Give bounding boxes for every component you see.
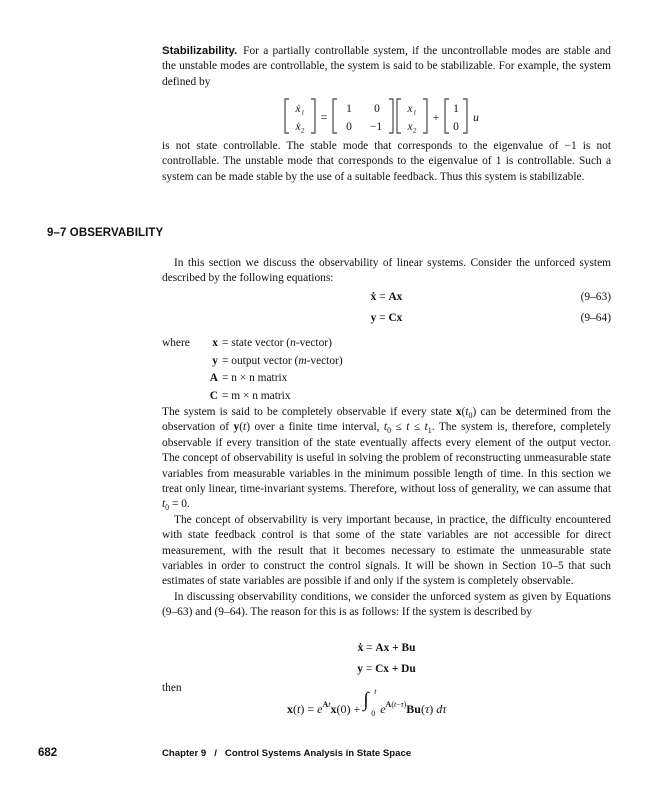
def-tail: -vector) — [306, 354, 343, 367]
def-desc: n × n matrix — [231, 372, 288, 384]
x1: x₁ — [407, 103, 417, 115]
def-symbol: A — [209, 372, 218, 384]
intro-text: In this section we discuss the observability of linear systems. Consider the unforced system described by the following equations: — [162, 257, 611, 285]
state-solution-equation: $x(t) = e^{At}x(0)$ + ∫ t 0 $e^{A(t-\tau)}Bu(\tau)$ dτ — [287, 687, 447, 718]
eq2-lhs: y — [370, 312, 377, 324]
b1: 1 — [453, 103, 459, 115]
def-op: = — [222, 354, 232, 367]
equation-state-with-input — [162, 642, 611, 658]
def-desc: output vector ( — [231, 354, 299, 367]
equation-9-64 — [162, 312, 611, 328]
eq4-lhs: y — [357, 663, 363, 675]
equation-9-63 — [162, 291, 611, 307]
eq4-rhs: Cx + Du — [375, 663, 416, 675]
stabilizability-paragraph — [162, 44, 611, 90]
running-footer: Chapter 9 / Control Systems Analysis in State Space — [162, 748, 412, 759]
eq1-rhs: Ax — [388, 291, 403, 303]
eq2-number: (9–64) — [580, 312, 611, 324]
b2: 0 — [453, 121, 459, 133]
eq2-rhs: Cx — [388, 312, 403, 324]
p1-part-c: over a finite time interval, — [250, 421, 384, 434]
def-var: m — [298, 354, 307, 367]
def-tail: -vector) — [295, 337, 332, 349]
a12: 0 — [374, 103, 380, 115]
eq3-op: = — [363, 642, 376, 654]
equation-output-with-input — [162, 663, 611, 679]
def-op: = — [222, 337, 232, 349]
def-desc: m × n matrix — [231, 389, 291, 402]
page-number: 682 — [38, 747, 58, 759]
section-title: OBSERVABILITY — [69, 227, 164, 239]
input-u: u — [473, 112, 479, 124]
x2: x₂ — [407, 121, 417, 133]
observability-importance-text: The concept of observability is very important because, in practice, the difficulty encountered with state feedback control is that some of the state variables are not accessible for direct measurement, with the result that it becomes necessary to estimate the unmeasurable state variables in order to construct the control signals. It will be shown in Section 10–5 that such estimates of state variables are possible if and only if the system is completely observable. — [162, 513, 611, 588]
equals-sign: = — [320, 112, 328, 124]
a11: 1 — [346, 103, 352, 115]
observability-conditions-text: In discussing observability conditions, we consider the unforced system as given by Equations (9–63) and (9–64). The reason for this is as follows: If the system is described by — [162, 590, 611, 619]
stabilizability-conclusion — [162, 139, 611, 185]
a21: 0 — [346, 121, 352, 133]
def-op: = — [222, 372, 232, 384]
eq1-number: (9–63) — [580, 291, 611, 303]
intro-paragraph — [162, 256, 611, 287]
a22: −1 — [369, 121, 383, 133]
p1-part-a: The system is said to be completely observable if every state — [162, 406, 456, 418]
p1-part-d: . The system is, therefore, completely observable if every transition of the state eventually affects every element of the output vector. The concept of observability is useful in solving the problem of reconstructing unmeasurable state variables from measurable variables in the minimum possible length of time. In this section we treat only linear, time-invariant systems. Therefore, without loss of generality, we can assume that — [162, 421, 611, 496]
where-word: where — [162, 337, 190, 349]
stabilizability-heading: Stabilizability. — [162, 45, 238, 57]
then-word: then — [162, 682, 182, 694]
eq3-rhs: Ax + Bu — [375, 642, 416, 654]
eq4-op: = — [362, 663, 376, 675]
section-heading — [47, 227, 163, 239]
def-symbol: x — [212, 337, 218, 349]
observability-definition-paragraph: The system is said to be completely observable if every state $x(t_0)$ can be determined from the observation of y(t) over a finite time interval, $t_0 \le t \le t_1$. The system is, therefore, completely observable if every transition of the state eventually affects every element of the output vector. The concept of observability is useful in solving the problem of reconstructing unmeasurable state variables from measurable variables in the minimum possible length of time. In this section we treat only linear, time-invariant systems. Therefore, without loss of generality, we can assume that $t_0 = 0$. The concept of observability is very important because, in practice, the difficulty encountered with state feedback control is that some of the state variables are not accessible for direct measurement, with the result that it becomes necessary to estimate the unmeasurable state variables in order to construct the control signals. It will be shown in Section 10–5 that such estimates of state variables are possible if and only if the system is completely observable. In discussing observability conditions, we consider the unforced system as given by Equations (9–63) and (9–64). The reason for this is as follows: If the system is described by — [162, 405, 611, 621]
eq2-op: = — [376, 312, 389, 324]
def-var: n — [290, 337, 296, 349]
def-symbol: C — [209, 389, 218, 402]
def-op: = — [222, 389, 232, 402]
eq1-op: = — [376, 291, 389, 303]
eq3-lhs: ẋ — [357, 642, 364, 654]
def-symbol: y — [212, 354, 218, 367]
def-desc: state vector ( — [231, 337, 291, 349]
p1-part-b: can be determined from the observation of — [162, 406, 611, 434]
section-number: 9–7 — [47, 227, 67, 239]
lhs-x2dot: ẋ₂ — [295, 121, 305, 133]
eq1-lhs: ẋ — [370, 291, 377, 303]
lhs-x1dot: ẋ₁ — [295, 103, 305, 115]
matrix-equation — [283, 96, 503, 136]
plus-sign: + — [432, 112, 440, 124]
p1-part-e: . — [187, 498, 190, 511]
stabilizability-after: is not state controllable. The stable mode that corresponds to the eigenvalue of −1 is not controllable. The unstable mode that corresponds to the eigenvalue of 1 is controllable. Such a system can be made stable by the use of a suitable feedback. Thus this system is stabilizable. — [162, 140, 611, 183]
stabilizability-text: For a partially controllable system, if the uncontrollable modes are stable and the unstable modes are controllable, the system is said to be stabilizable. For example, the system defined by — [162, 45, 611, 88]
